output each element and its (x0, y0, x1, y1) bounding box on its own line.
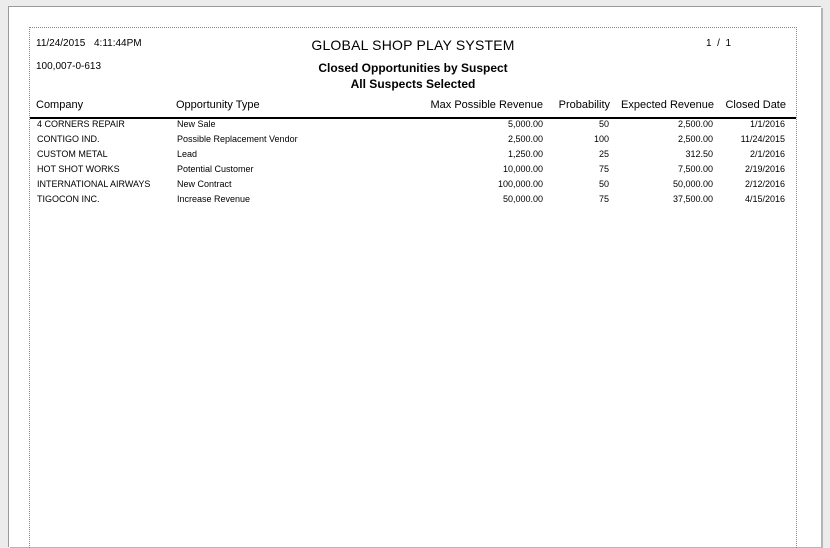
cell-expected-revenue: 7,500.00 (677, 164, 713, 174)
cell-company: INTERNATIONAL AIRWAYS (37, 179, 151, 189)
cell-opportunity-type: Lead (177, 149, 198, 159)
cell-max-revenue: 2,500.00 (507, 134, 543, 144)
cell-probability: 50 (598, 179, 609, 189)
cell-max-revenue: 100,000.00 (497, 179, 543, 189)
page-indicator: 1 / 1 (706, 38, 732, 49)
cell-probability: 25 (598, 149, 609, 159)
table-row (30, 134, 796, 149)
report-subtitle: All Suspects Selected (350, 77, 476, 91)
cell-expected-revenue: 37,500.00 (672, 194, 713, 204)
column-header-closed-date: Closed Date (725, 99, 786, 111)
cell-opportunity-type: New Contract (177, 179, 232, 189)
cell-closed-date: 2/1/2016 (749, 149, 785, 159)
cell-closed-date: 4/15/2016 (744, 194, 785, 204)
cell-opportunity-type: New Sale (177, 119, 216, 129)
table-row (30, 149, 796, 164)
cell-expected-revenue: 50,000.00 (672, 179, 713, 189)
report-date: 11/24/2015 (36, 38, 86, 49)
cell-probability: 75 (598, 164, 609, 174)
cell-probability: 100 (593, 134, 609, 144)
cell-expected-revenue: 312.50 (685, 149, 713, 159)
cell-max-revenue: 10,000.00 (502, 164, 543, 174)
cell-max-revenue: 5,000.00 (507, 119, 543, 129)
column-header-probability: Probability (558, 99, 610, 111)
print-area (29, 27, 797, 548)
cell-opportunity-type: Increase Revenue (177, 194, 251, 204)
cell-opportunity-type: Potential Customer (177, 164, 254, 174)
report-page (8, 6, 821, 547)
report-title: Closed Opportunities by Suspect (318, 61, 508, 75)
cell-probability: 50 (598, 119, 609, 129)
column-header-max-revenue: Max Possible Revenue (430, 99, 543, 111)
company-title: GLOBAL SHOP PLAY SYSTEM (311, 37, 515, 53)
cell-company: HOT SHOT WORKS (37, 164, 120, 174)
cell-expected-revenue: 2,500.00 (677, 134, 713, 144)
column-header-expected-revenue: Expected Revenue (621, 99, 714, 111)
column-header-company: Company (36, 99, 84, 111)
cell-closed-date: 11/24/2015 (740, 134, 785, 144)
cell-opportunity-type: Possible Replacement Vendor (177, 134, 298, 144)
cell-expected-revenue: 2,500.00 (677, 119, 713, 129)
cell-company: CUSTOM METAL (37, 149, 108, 159)
cell-company: TIGOCON INC. (37, 194, 100, 204)
report-time: 4:11:44PM (94, 38, 142, 49)
cell-max-revenue: 50,000.00 (502, 194, 543, 204)
column-header-opportunity-type: Opportunity Type (176, 99, 260, 111)
cell-closed-date: 2/19/2016 (744, 164, 785, 174)
cell-company: CONTIGO IND. (37, 134, 100, 144)
cell-max-revenue: 1,250.00 (507, 149, 543, 159)
report-code: 100,007-0-613 (36, 61, 102, 72)
table-row (30, 164, 796, 179)
table-row (30, 194, 796, 209)
table-row (30, 119, 796, 134)
cell-probability: 75 (598, 194, 609, 204)
table-row (30, 179, 796, 194)
cell-company: 4 CORNERS REPAIR (37, 119, 125, 129)
cell-closed-date: 1/1/2016 (749, 119, 785, 129)
cell-closed-date: 2/12/2016 (744, 179, 785, 189)
